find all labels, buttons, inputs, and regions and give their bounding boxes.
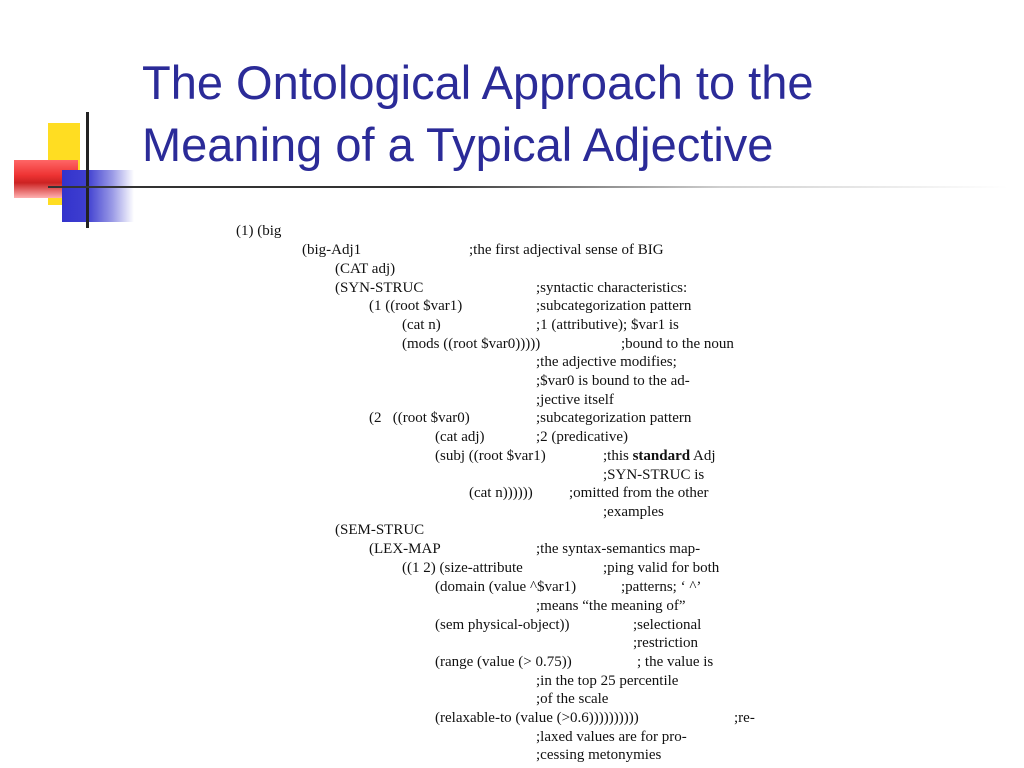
entry-line: (2 ((root $var0) bbox=[369, 410, 470, 426]
entry-line: (relaxable-to (value (>0.6)))))))))) bbox=[435, 710, 639, 726]
entry-line: (SYN-STRUC bbox=[335, 280, 424, 296]
entry-comment: ;the first adjectival sense of BIG bbox=[469, 242, 664, 258]
entry-comment: ; the value is bbox=[637, 654, 714, 670]
entry-comment: ;in the top 25 percentile bbox=[536, 673, 679, 689]
entry-comment: ;ping valid for both bbox=[603, 560, 720, 576]
entry-line: (1 ((root $var1) bbox=[369, 298, 463, 314]
entry-line: (mods ((root $var0))))) bbox=[402, 336, 541, 352]
entry-comment: ;omitted from the other bbox=[569, 485, 709, 501]
title-line-2: Meaning of a Typical Adjective bbox=[142, 118, 774, 171]
entry-line: (range (value (> 0.75)) bbox=[435, 654, 572, 670]
entry-comment: ;$var0 is bound to the ad- bbox=[536, 373, 690, 389]
entry-comment: ;selectional bbox=[633, 617, 702, 633]
title-line-1: The Ontological Approach to the bbox=[142, 56, 814, 109]
entry-comment: ;2 (predicative) bbox=[536, 429, 629, 445]
entry-line: (SEM-STRUC bbox=[335, 522, 425, 538]
entry-comment: ;the syntax-semantics map- bbox=[536, 541, 701, 557]
entry-line: (sem physical-object)) bbox=[435, 617, 570, 633]
entry-line: (LEX-MAP bbox=[369, 541, 441, 557]
entry-comment: ;1 (attributive); $var1 is bbox=[536, 317, 679, 333]
entry-comment-part: Adj bbox=[690, 448, 716, 464]
entry-comment: ;means “the meaning of” bbox=[536, 598, 686, 614]
entry-line: (cat n) bbox=[402, 317, 441, 333]
entry-comment: ;laxed values are for pro- bbox=[536, 729, 687, 745]
entry-comment: ;examples bbox=[603, 504, 664, 520]
entry-comment: ;cessing metonymies bbox=[536, 747, 662, 763]
entry-comment-bold: standard bbox=[632, 448, 691, 464]
entry-comment: ;re- bbox=[734, 710, 755, 726]
entry-comment: ;the adjective modifies; bbox=[536, 354, 677, 370]
entry-line: (cat n)))))) bbox=[469, 485, 533, 501]
entry-comment: ;bound to the noun bbox=[621, 336, 734, 352]
entry-line: (CAT adj) bbox=[335, 261, 396, 277]
entry-comment: ;subcategorization pattern bbox=[536, 298, 692, 314]
entry-comment: ;jective itself bbox=[536, 392, 614, 408]
entry-comment bbox=[603, 447, 716, 465]
entry-line: (domain (value ^$var1) bbox=[435, 579, 577, 595]
entry-comment: ;syntactic characteristics: bbox=[536, 280, 688, 296]
entry-comment: ;SYN-STRUC is bbox=[603, 467, 705, 483]
entry-comment: ;patterns; ‘ ^’ bbox=[621, 579, 702, 595]
entry-line: (big-Adj1 bbox=[302, 242, 362, 258]
entry-comment: ;of the scale bbox=[536, 691, 609, 707]
entry-line: (cat adj) bbox=[435, 429, 485, 445]
entry-comment: ;subcategorization pattern bbox=[536, 410, 692, 426]
entry-line: (subj ((root $var1) bbox=[435, 448, 546, 464]
entry-line: (1) (big bbox=[236, 223, 282, 239]
entry-comment-part: ;this bbox=[603, 448, 633, 464]
entry-comment: ;restriction bbox=[633, 635, 698, 651]
entry-line: ((1 2) (size-attribute bbox=[402, 560, 523, 576]
